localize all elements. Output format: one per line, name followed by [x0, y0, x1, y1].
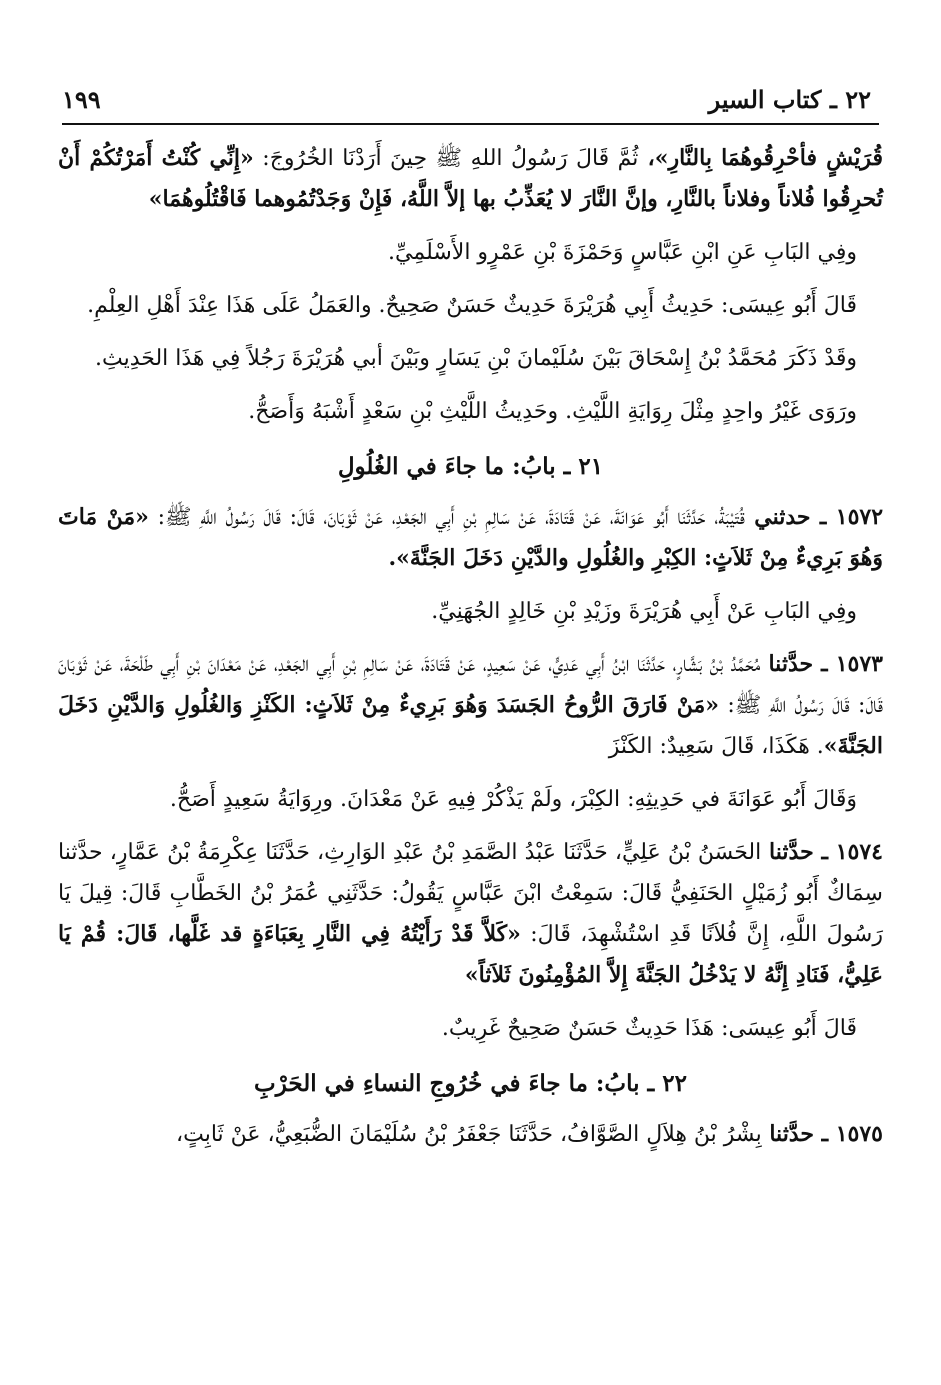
bold-text: «مَنْ مَاتَ وَهُوَ بَرِيءٌ مِنْ ثَلاَثٍ: الكِبْرِ والغُلُولِ والدَّيْنِ دَخَلَ الجَنَّةَ».	[58, 504, 883, 571]
paragraph	[58, 232, 883, 273]
paragraph	[58, 644, 883, 767]
bold-text: «مَنْ فَارَقَ الرُّوحُ الجَسَدَ وَهُوَ بَرِيءٌ مِنْ ثَلاَثٍ: الكَنْزِ وَالغُلُولِ وَالدَّيْنِ دَخَلَ الجَنَّةَ»	[58, 692, 883, 759]
chapter-heading: ٢٢ ـ بابُ: ما جاءَ في خُرُوجِ النساءِ في الحَرْبِ	[254, 1070, 687, 1097]
text-run: الحَسَنُ بْنُ عَلِيٍّ، حَدَّثَنَا عَبْدُ الصَّمَدِ بْنُ عَبْدِ الوَارِثِ، حَدَّثَنَا عِكْرِمَةُ بْنُ عَمَّارٍ، حدَّثنا سِمَاكٌ أَبُو زُمَيْلٍ الحَنَفِيُّ قَالَ: سَمِعْتُ ابْنَ عَبَّاسٍ يَقُولُ: حَدَّثَنِي عُمَرُ بْنُ الخَطَّابِ قَالَ: قِيلَ يَا رَسُولَ اللَّهِ، إِنَّ فُلاَنًا قَدِ اسْتُشْهِدَ، قَالَ:	[58, 840, 883, 947]
text-run: ثُمَّ قَالَ رَسُولُ اللهِ ﷺ حِينَ أَرَدْنَا الخُرُوجَ:	[253, 146, 639, 171]
chapter-title: ٢٢ ـ كتاب السير	[708, 84, 871, 114]
paragraph	[58, 832, 883, 996]
paragraph	[58, 338, 883, 379]
text-run: قَالَ أَبُو عِيسَى: حَدِيثُ أَبِي هُرَيْرَةَ حَدِيثٌ حَسَنٌ صَحِيحٌ. والعَمَلُ عَلَى هَذَا عِنْدَ أَهْلِ العِلْمِ.	[87, 293, 857, 318]
bold-text: ١٥٧٣ ـ حدَّثنا	[760, 651, 883, 677]
running-header	[62, 82, 871, 116]
text-run: . هَكَذَا، قَالَ سَعِيدٌ: الكَنْزَ	[608, 734, 824, 759]
text-run: ورَوَى غَيْرُ واحِدٍ مِثْلَ رِوَايَةِ اللَّيْثِ. وحَدِيثُ اللَّيْثِ بْنِ سَعْدٍ أَشْبَهُ وَأَصَحُّ.	[248, 399, 857, 424]
paragraph	[58, 1114, 883, 1155]
paragraph	[58, 138, 883, 220]
bold-text: ١٥٧٢ ـ حدثني	[744, 504, 884, 530]
text-run: وفِي البَابِ عَنِ ابْنِ عَبَّاسٍ وَحَمْزَةَ بْنِ عَمْرٍو الأَسْلَمِيِّ.	[388, 240, 857, 265]
bold-text: ١٥٧٥ ـ حدَّثنا	[761, 1121, 883, 1147]
text-run: وَقَالَ أَبُو عَوَانَةَ في حَدِيثِهِ: الكِبْرَ، ولَمْ يَذْكُرْ فِيهِ عَنْ مَعْدَانَ. ورِوَايَةُ سَعِيدٍ أَصَحُّ.	[169, 787, 857, 812]
paragraph	[58, 391, 883, 432]
paragraph	[58, 285, 883, 326]
bold-text: قُرَيْشٍ فأحْرِقُوهُمَا بِالنَّارِ»،	[638, 145, 883, 171]
bold-text: ١٥٧٤ ـ حدَّثنا	[761, 839, 883, 865]
paragraph	[58, 591, 883, 632]
bold-text: «كَلاَّ قَدْ رَأَيْتُهُ فِي النَّارِ بِعَبَاءَةٍ قد غَلَّها، قَالَ: قُمْ يَا عَلِيُّ، فَنَادِ إِنَّهُ لا يَدْخُلُ الجَنَّةَ إِلاَّ المُؤْمِنُونَ ثَلاَثاً»	[58, 921, 883, 988]
paragraph	[58, 1008, 883, 1049]
page-body	[58, 138, 883, 1167]
bold-text: «إِنِّي كُنْتُ أَمَرْتُكُمْ أَنْ تُحرِقُوا فُلاناً وفلاناً بالنَّارِ، وإنَّ النَّارَ لا يُعَذِّبُ بها إلاَّ اللَّهُ، فَإِنْ وَجَدْتُمُوهما فَاقْتُلُوهُمَا»	[58, 145, 883, 212]
text-run: وقَدْ ذَكَرَ مُحَمَّدُ بْنُ إِسْحَاقَ بَيْنَ سُلَيْمانَ بْنِ يَسَارٍ وبَيْنَ أبي هُرَيْرَةَ رَجُلاً فِي هَذَا الحَدِيثِ.	[94, 346, 857, 371]
text-run: بِشْرُ بْنُ هِلاَلٍ الصَّوَّافُ، حَدَّثَنَا جَعْفَرُ بْنُ سُلَيْمَانَ الضُّبَعِيُّ، عَنْ ثَابِتٍ،	[176, 1122, 762, 1147]
text-run: وفِي البَابِ عَنْ أَبِي هُرَيْرَةَ وزَيْدِ بْنِ خَالِدٍ الجُهَنِيِّ.	[431, 599, 857, 624]
header-rule	[62, 123, 879, 125]
text-run: مُحَمَّدُ بْنُ بَشَّارٍ، حَدَّثَنَا ابْنُ أَبِي عَدِيٍّ، عَنْ سَعِيدٍ، عَنْ قَتَادَةَ، عَنْ سَالِمِ بْنِ أَبِي الجَعْدِ، عَنْ مَعْدَانَ بْنِ أَبِي طَلْحَةَ، عَنْ ثَوْبَانَ قَالَ: قَالَ رَسُولُ اللَّهِ ﷺ:	[58, 652, 883, 718]
text-run: قَالَ أَبُو عِيسَى: هَذَا حَدِيثٌ حَسَنٌ صَحِيحٌ غَرِيبٌ.	[441, 1016, 857, 1041]
page-number: ١٩٩	[62, 84, 101, 114]
text-run: قُتَيْبَةُ، حَدَّثَنَا أَبُو عَوَانَةَ، عَنْ قَتَادَةَ، عَنْ سَالِمِ بْنِ أَبِي الجَعْدِ، عَنْ ثَوْبَانَ، قَالَ: قَالَ رَسُولُ اللَّهِ ﷺ:	[148, 505, 745, 530]
paragraph	[58, 497, 883, 579]
paragraph	[58, 779, 883, 820]
chapter-heading: ٢١ ـ بابُ: ما جاءَ في الغُلُولِ	[337, 453, 604, 480]
